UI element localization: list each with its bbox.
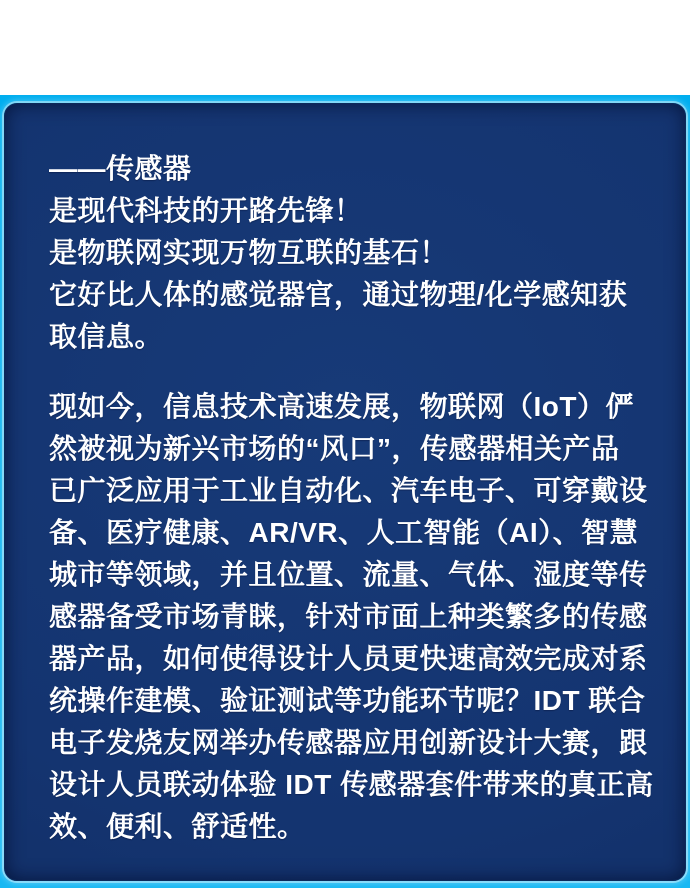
text-line: 是物联网实现万物互联的基石！ [49, 237, 449, 268]
text-line: 然被视为新兴市场的“风口”，传感器相关产品 [49, 433, 620, 464]
text-line: 取信息。 [49, 321, 164, 352]
text-line: ——传感器 [49, 153, 192, 184]
text-line: 器产品，如何使得设计人员更快速高效完成对系 [49, 643, 648, 674]
sensor-intro-panel [4, 103, 686, 881]
text-line: 它好比人体的感觉器官，通过物理/化学感知获 [49, 279, 628, 310]
text-line: 设计人员联动体验 IDT 传感器套件带来的真正高 [49, 769, 654, 800]
text-line: 效、便利、舒适性。 [49, 811, 306, 842]
intro-paragraph [49, 148, 661, 358]
text-line: 电子发烧友网举办传感器应用创新设计大赛，跟 [49, 727, 648, 758]
text-line: 感器备受市场青睐，针对市面上种类繁多的传感 [49, 601, 648, 632]
text-line: 备、医疗健康、AR/VR、人工智能（AI）、智慧 [49, 517, 639, 548]
text-line: 城市等领域，并且位置、流量、气体、湿度等传 [49, 559, 648, 590]
cyan-frame [0, 95, 690, 888]
sensor-intro-text [49, 148, 661, 848]
body-paragraph [49, 386, 661, 848]
top-whitespace [0, 0, 690, 95]
text-line: 现如今，信息技术高速发展，物联网（IoT）俨 [49, 391, 634, 422]
text-line: 已广泛应用于工业自动化、汽车电子、可穿戴设 [49, 475, 648, 506]
text-line: 是现代科技的开路先锋！ [49, 195, 363, 226]
text-line: 统操作建模、验证测试等功能环节呢？IDT 联合 [49, 685, 646, 716]
